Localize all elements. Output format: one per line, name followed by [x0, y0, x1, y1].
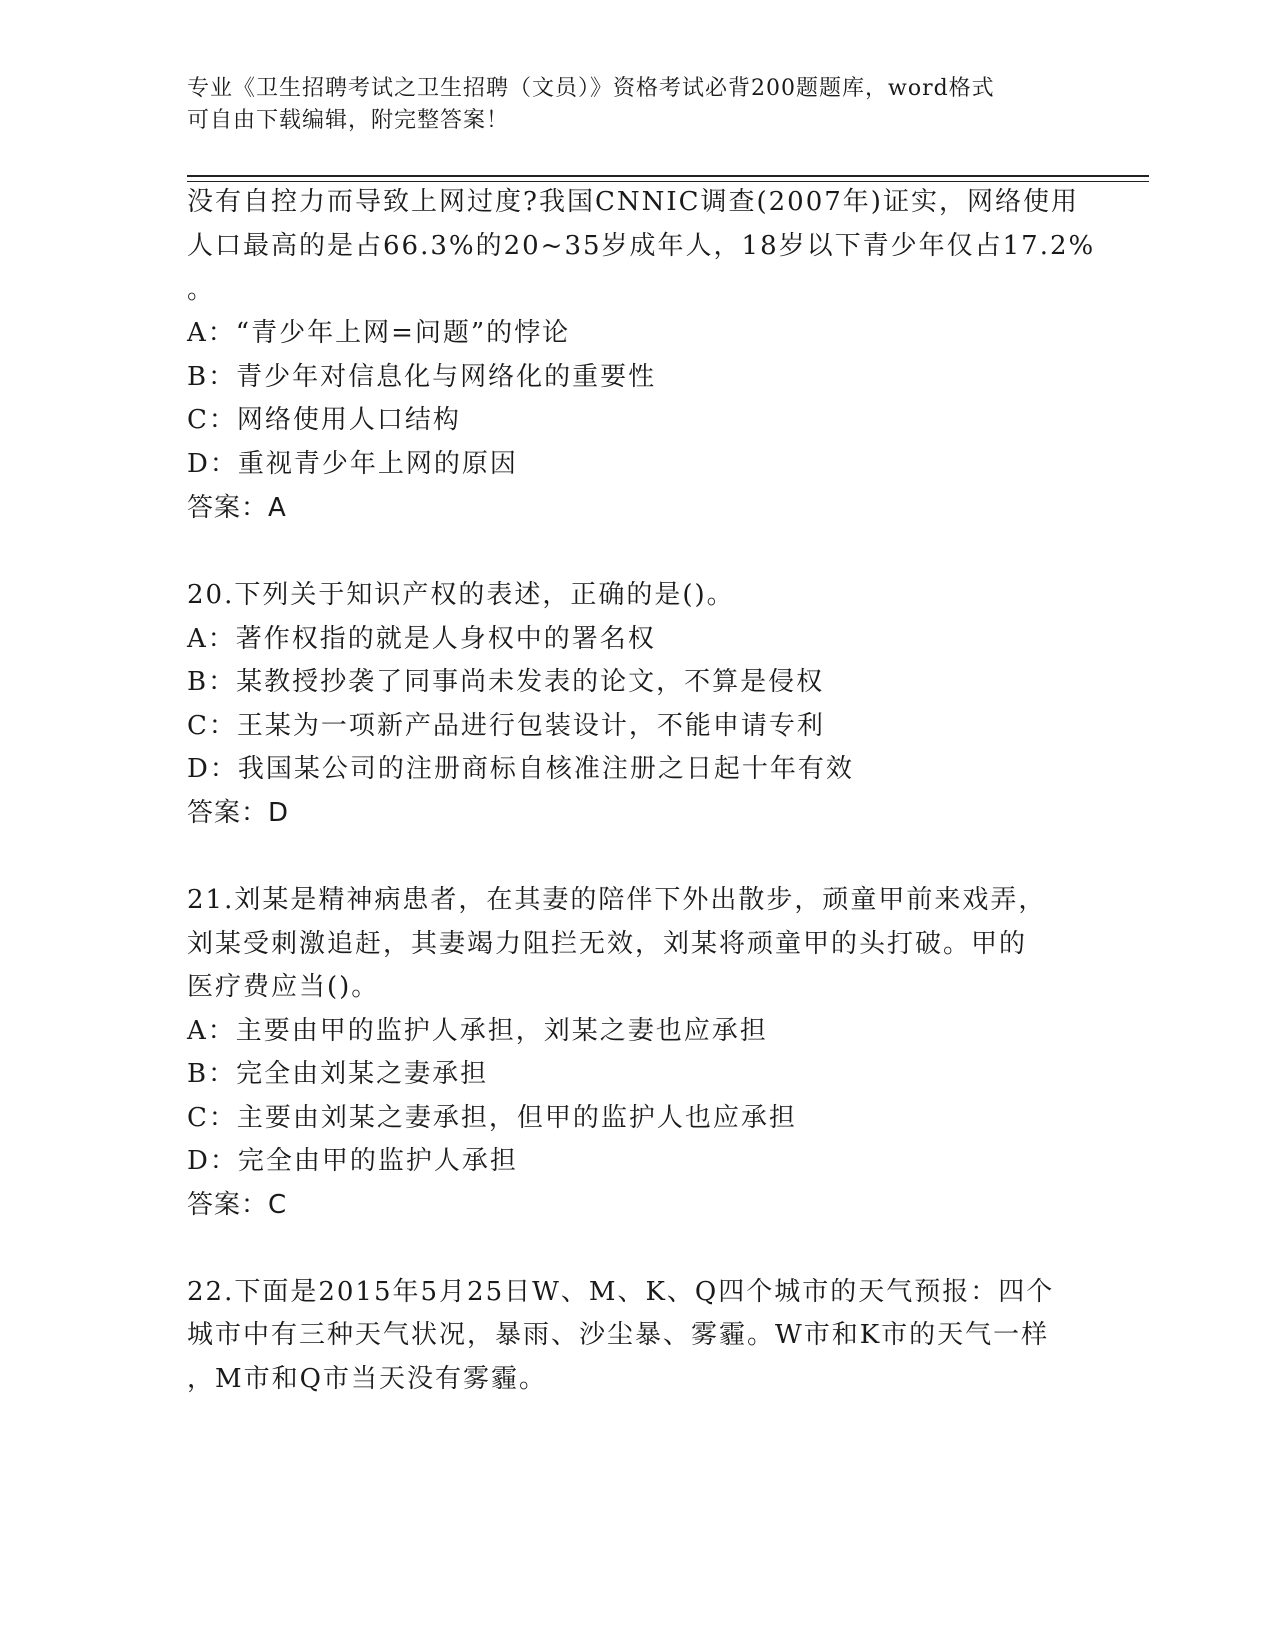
question-21-answer: 答案：C [187, 1190, 288, 1220]
question-19-answer: 答案：A [187, 493, 287, 523]
question-22-text-line-2: 城市中有三种天气状况，暴雨、沙尘暴、雾霾。W市和K市的天气一样 [187, 1320, 1050, 1350]
question-21-text-line-3: 医疗费应当()。 [187, 972, 380, 1002]
header-line-1: 专业《卫生招聘考试之卫生招聘（文员）》资格考试必背200题题库，word格式 [187, 76, 995, 101]
question-22-text-line-1: 22.下面是2015年5月25日W、M、K、Q四个城市的天气预报：四个 [187, 1277, 1055, 1307]
question-20-option-a: A：著作权指的就是人身权中的署名权 [187, 624, 656, 654]
question-22-text-line-3: ，M市和Q市当天没有雾霾。 [187, 1364, 547, 1394]
question-20-option-b: B：某教授抄袭了同事尚未发表的论文，不算是侵权 [187, 667, 825, 697]
question-19-option-b: B：青少年对信息化与网络化的重要性 [187, 362, 657, 392]
question-20-option-c: C：王某为一项新产品进行包装设计，不能申请专利 [187, 711, 825, 741]
header-divider-thin [187, 181, 1149, 182]
question-21-option-b: B：完全由刘某之妻承担 [187, 1059, 489, 1089]
question-21-text-line-1: 21.刘某是精神病患者，在其妻的陪伴下外出散步，顽童甲前来戏弄， [187, 885, 1047, 915]
question-19-option-c: C：网络使用人口结构 [187, 405, 461, 435]
question-21-option-a: A：主要由甲的监护人承担，刘某之妻也应承担 [187, 1016, 768, 1046]
question-19-option-a: A：“青少年上网=问题”的悖论 [187, 318, 571, 348]
question-19-option-d: D：重视青少年上网的原因 [187, 449, 518, 479]
document-header [187, 73, 1087, 137]
question-19-text-line-3: 。 [187, 275, 216, 305]
question-21-option-d: D：完全由甲的监护人承担 [187, 1146, 518, 1176]
question-19-text-line-1: 没有自控力而导致上网过度?我国CNNIC调查(2007年)证实，网络使用 [187, 187, 1079, 217]
question-21-text-line-2: 刘某受刺激追赶，其妻竭力阻拦无效，刘某将顽童甲的头打破。甲的 [187, 929, 1028, 959]
header-divider-thick [187, 175, 1149, 177]
header-line-2: 可自由下载编辑，附完整答案！ [187, 108, 510, 133]
question-20-answer: 答案：D [187, 798, 290, 828]
question-20-option-d: D：我国某公司的注册商标自核准注册之日起十年有效 [187, 754, 854, 784]
question-20-text-line-1: 20.下列关于知识产权的表述，正确的是()。 [187, 580, 735, 610]
question-21-option-c: C：主要由刘某之妻承担，但甲的监护人也应承担 [187, 1103, 797, 1133]
question-19-text-line-2: 人口最高的是占66.3%的20~35岁成年人，18岁以下青少年仅占17.2% [187, 231, 1096, 261]
